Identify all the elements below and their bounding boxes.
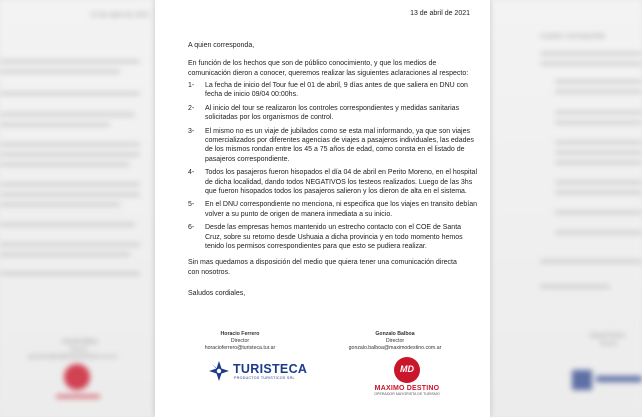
- signatory-name: Gonzalo Balboa: [375, 331, 415, 337]
- regards: Saludos cordiales,: [188, 290, 246, 297]
- closing-paragraph: Sin mas quedamos a disposición del medio que quiera tener una comunicación directa con nosotros.: [188, 259, 457, 276]
- turisteca-tagline: PRODUCTOS TURISTICOS SRL: [234, 376, 295, 380]
- signatory-role: Director: [385, 338, 405, 344]
- item-text: En el DNU correspondiente no menciona, ni especifica que los viajes en transito debían volver a su punto de origen de manera inmediata a su inicio.: [205, 201, 477, 218]
- bg-left-role: Director: [70, 347, 88, 353]
- turisteca-wordmark: TURISTECA: [233, 362, 308, 376]
- item-number: 5-: [188, 201, 195, 209]
- points-list: [188, 81, 478, 256]
- letter-date: 13 de abril de 2021: [410, 10, 470, 17]
- bg-left-name: Gonzalo Balboa: [62, 339, 98, 345]
- list-item: [188, 104, 478, 123]
- item-number: 6-: [188, 224, 195, 232]
- item-number: 4-: [188, 169, 195, 177]
- item-text: Al inicio del tour se realizaron los controles correspondientes y medidas sanitarias solicitadas por los organismos de control.: [205, 104, 460, 122]
- signature-ferrero: [185, 331, 295, 352]
- item-text: Desde las empresas hemos mantenido un estrecho contacto con el COE de Santa Cruz, sobre su retorno desde Ushuaia a dicha provincia y en todo momento hemos tenido los permisos correspondientes para que esto se pudiera realizar.: [205, 224, 463, 251]
- bg-right-name: Horacio Ferrero: [590, 333, 626, 339]
- bg-right-salutation: A quien corresponda,: [540, 33, 607, 40]
- list-item: [188, 168, 478, 196]
- md-initials: MD: [400, 364, 414, 374]
- item-text: La fecha de inicio del Tour fue el 01 de abril, 9 días antes de que saliera en DNU con fecha de inicio 09/04 00:00hs.: [205, 82, 468, 99]
- list-item: [188, 81, 478, 100]
- bg-right-role: Director: [600, 341, 618, 347]
- letter-sheet: [155, 0, 490, 417]
- maximo-tagline: OPERADOR MAYORISTA DE TURISMO: [374, 392, 440, 396]
- item-text: El mismo no es un viaje de jubilados como se esta mal informando, ya que son viajes comercializados por diferentes agencias de viajes a pasajeros individuales, las edades de los mismos rondan entre los 45 a 75 años de edad, como consta en el listado de pasajeros correspondiente.: [205, 127, 474, 163]
- item-text: Todos los pasajeros fueron hisopados el día 04 de abril en Perito Moreno, en el hospital de dicha localidad, dando todos NEGATIVOS los testeos realizados. Luego de las 3hs que fueron hisopados todos los pasajeros salieron y los dieron de alta en el sistema.: [205, 169, 478, 196]
- signature-balboa: [325, 331, 465, 352]
- maximo-destino-logo: [367, 357, 447, 412]
- signatory-role: Director: [230, 338, 250, 344]
- intro-paragraph: En función de los hechos que son de público conocimiento, y que los medios de comunicación dieron a conocer, queremos realizar las siguientes aclaraciones al respecto:: [188, 60, 469, 77]
- signatory-name: Horacio Ferrero: [220, 331, 260, 337]
- signatory-email: gonzalo.balboa@maximodestino.com.ar: [348, 345, 442, 351]
- turisteca-logo: [203, 361, 313, 385]
- list-item: [188, 127, 478, 165]
- bg-left-email: gonzalo.balboa@maximodestino.com.ar: [28, 354, 118, 360]
- list-item: [188, 200, 478, 219]
- md-circle-icon: [394, 357, 420, 383]
- bg-left-date: 13 de abril de 2021: [90, 12, 150, 19]
- compass-star-icon: [209, 361, 229, 381]
- maximo-wordmark: MAXIMO DESTINO: [374, 385, 440, 392]
- item-number: 2-: [188, 104, 195, 112]
- item-number: 3-: [188, 127, 195, 135]
- list-item: [188, 223, 478, 251]
- signatory-email: horacioferrero@turisteca.tur.ar: [204, 345, 276, 351]
- item-number: 1-: [188, 82, 195, 89]
- salutation: A quien corresponda,: [188, 42, 255, 49]
